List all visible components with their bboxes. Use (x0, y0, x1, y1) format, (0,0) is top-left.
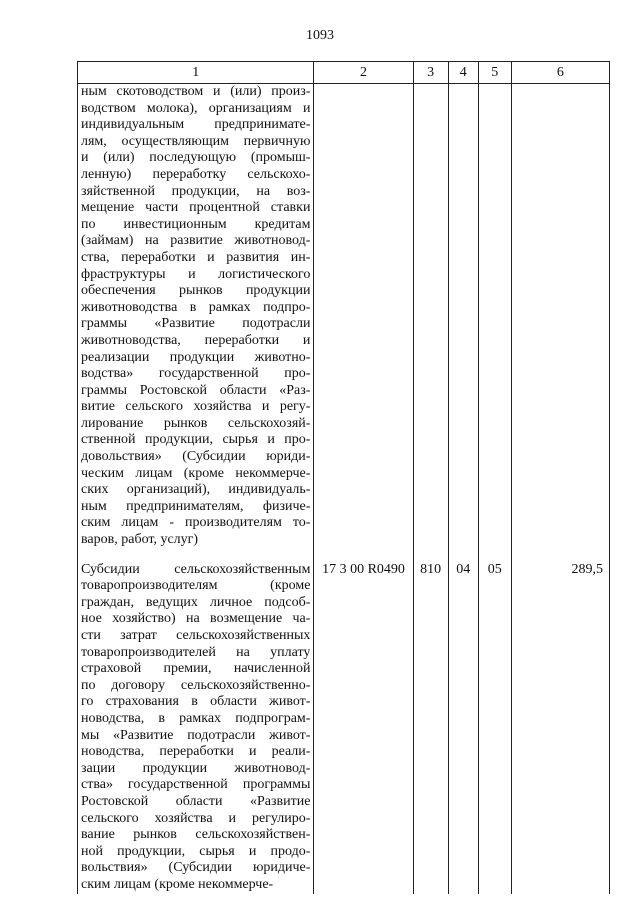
description-line: сти затрат сельскохозяйственных (81, 628, 311, 643)
description-line: ным скотоводством и (или) произ- (81, 84, 311, 99)
row-amount-cell (511, 84, 609, 549)
description-line: ских организаций), индивидуаль- (81, 482, 311, 498)
description-line: индивидуальным предпринимате- (81, 117, 311, 133)
description-line: ленную) переработку сельскохо- (81, 166, 311, 182)
column-header-2: 2 (314, 62, 413, 84)
row-description-cell (78, 549, 314, 894)
description-line: реализации продукции животно- (81, 349, 311, 365)
table-row (78, 549, 610, 894)
description-line: водства» государственной про- (81, 366, 311, 382)
description-line: по инвестиционным кредитам (81, 216, 311, 232)
row-section-cell (448, 84, 478, 549)
table-row (78, 84, 610, 549)
row-description (81, 84, 310, 549)
description-line: го страхования в области живот- (81, 694, 311, 710)
column-header-5: 5 (478, 62, 511, 84)
description-line: ным предпринимателям, физиче- (81, 498, 311, 514)
description-line: вание рынков сельскохозяйствен- (81, 827, 311, 843)
description-line: и (или) последующую (промыш- (81, 150, 311, 166)
row-subsection-cell: 05 (478, 549, 511, 894)
description-line: зяйственной продукции, на воз- (81, 183, 311, 199)
description-line: довольствия» (Субсидии юриди- (81, 449, 311, 465)
description-line: лирование рынков сельскохозяй- (81, 415, 311, 431)
description-line: ной продукции, сырья и продо- (81, 843, 311, 859)
budget-table (77, 61, 610, 894)
column-header-3: 3 (413, 62, 448, 84)
description-line: по договору сельскохозяйственно- (81, 677, 311, 693)
description-line: мы «Развитие подотрасли живот- (81, 727, 311, 743)
description-line: граждан, ведущих личное подсоб- (81, 594, 311, 610)
description-line: товаропроизводителям (кроме (81, 578, 311, 594)
row-subsection-cell (478, 84, 511, 549)
description-line: зации продукции животновод- (81, 760, 311, 776)
row-description (81, 562, 310, 894)
row-amount-cell: 289,5 (511, 549, 609, 894)
row-code-cell (314, 84, 413, 549)
description-line: фраструктуры и логистического (81, 266, 311, 282)
description-line: новодства, переработки и реали- (81, 744, 311, 760)
row-type-cell (413, 84, 448, 549)
description-line: (займам) на развитие животновод- (81, 233, 311, 249)
row-section-cell: 04 (448, 549, 478, 894)
description-line: сельского хозяйства и регулиро- (81, 810, 311, 826)
row-type-cell: 810 (413, 549, 448, 894)
description-line: граммы «Развитие подотрасли (81, 316, 311, 332)
description-line: ческим лицам (кроме некоммерче- (81, 465, 311, 481)
description-line: витие сельского хозяйства и регу- (81, 399, 311, 415)
description-line: ственной продукции, сырья и про- (81, 432, 311, 448)
description-line: ства» государственной программы (81, 777, 311, 793)
description-line: новодства, в рамках подпрограм- (81, 710, 311, 726)
description-line: обеспечения рынков продукции (81, 283, 311, 299)
page-number: 1093 (306, 28, 334, 43)
row-description-cell (78, 84, 314, 549)
description-line: ским лицам (кроме некоммерче- (81, 876, 274, 892)
column-header-1: 1 (78, 62, 314, 84)
description-line: Ростовской области «Развитие (81, 793, 311, 809)
column-header-4: 4 (448, 62, 478, 84)
description-line: мещение части процентной ставки (81, 200, 311, 216)
description-line: страховой премии, начисленной (81, 661, 311, 677)
description-line: Субсидии сельскохозяйственным (81, 561, 311, 577)
description-line: животноводства, переработки и (81, 332, 311, 348)
description-line: товаропроизводителей на уплату (81, 644, 311, 660)
description-line: вольствия» (Субсидии юридиче- (81, 860, 311, 876)
description-line: ским лицам - производителям то- (81, 515, 311, 531)
description-line: варов, работ, услуг) (81, 532, 199, 548)
description-line: ства, переработки и развития ин- (81, 249, 311, 265)
description-line: граммы Ростовской области «Раз- (81, 382, 311, 398)
row-code-cell: 17 3 00 R0490 (314, 549, 413, 894)
description-line: животноводства в рамках подпро- (81, 299, 311, 315)
column-number-header-row (78, 62, 610, 84)
description-line: водством молока), организациям и (81, 100, 311, 116)
description-line: лям, осуществляющим первичную (81, 133, 311, 149)
column-header-6: 6 (511, 62, 609, 84)
description-line: ное хозяйство) на возмещение ча- (81, 611, 311, 627)
